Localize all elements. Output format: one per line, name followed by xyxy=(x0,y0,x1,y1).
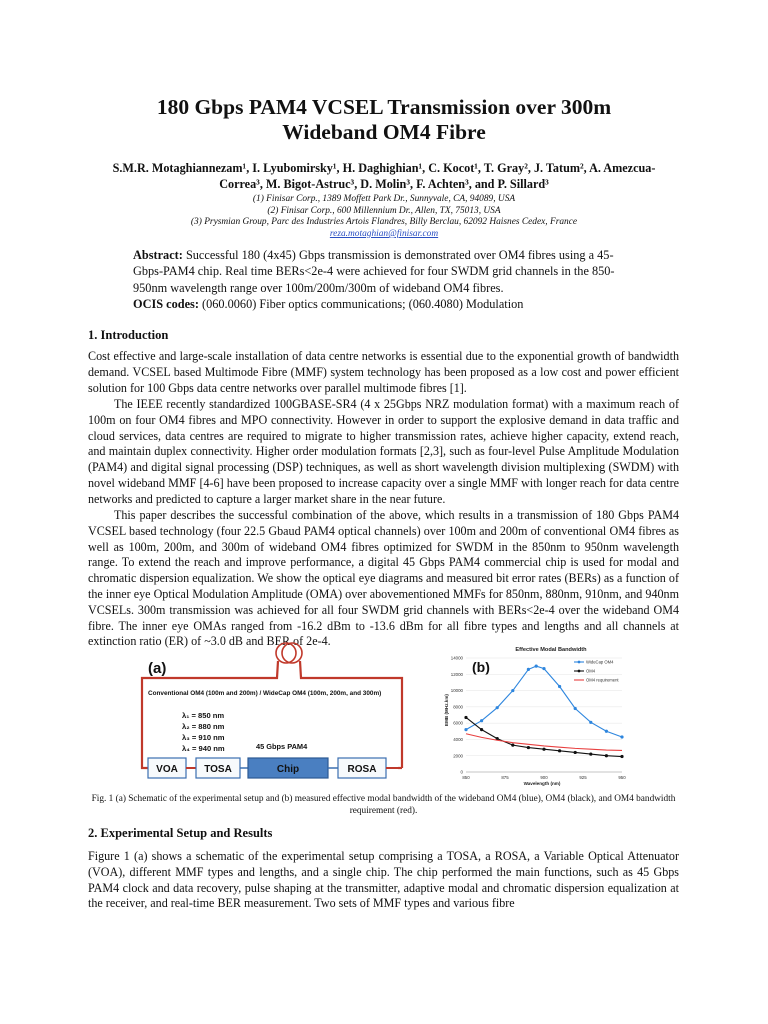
affiliation-2: (2) Finisar Corp., 600 Millennium Dr., Allen, TX, 75013, USA xyxy=(267,206,501,216)
chart-grid xyxy=(451,656,626,780)
abstract-text: Successful 180 (4x45) Gbps transmission is demonstrated over OM4 fibres using a 45-Gbps-PAM4 chip. Real time BERs<2e-4 were achieved for four SWDM grid channels in the 850-950nm wavelength range over 100m/200m/300m of wideband OM4 fibres. xyxy=(133,248,615,295)
fibre-types-label: Conventional OM4 (100m and 200m) / WideCap OM4 (100m, 200m, and 300m) xyxy=(148,690,382,697)
fibre-path-right xyxy=(300,661,402,768)
data-point xyxy=(542,667,545,670)
abstract-block xyxy=(133,247,643,313)
author-list xyxy=(70,160,698,192)
y-tick-label: 8000 xyxy=(453,704,463,710)
chip-rate-label: 45 Gbps PAM4 xyxy=(256,742,308,751)
emb-chart xyxy=(436,644,636,786)
data-point xyxy=(605,730,608,733)
data-point xyxy=(464,716,467,719)
ocis-label: OCIS codes: xyxy=(133,297,199,312)
data-point xyxy=(511,689,514,692)
y-tick-label: 4000 xyxy=(453,737,463,743)
title-line-2: Wideband OM4 Fibre xyxy=(282,120,486,144)
data-point xyxy=(527,668,530,671)
tosa-label: TOSA xyxy=(204,764,232,775)
x-tick-label: 900 xyxy=(540,775,548,780)
wavelength-2: λ₂ = 880 nm xyxy=(182,722,225,731)
data-point xyxy=(480,728,483,731)
data-point xyxy=(589,752,592,755)
email-line xyxy=(0,228,768,240)
data-point xyxy=(558,685,561,688)
section-1-heading: 1. Introduction xyxy=(88,328,169,342)
legend-label: OM4 requirement xyxy=(586,677,619,683)
authors-line-2: Correa³, M. Bigot-Astruc³, D. Molin³, F. Achten³, and P. Sillard³ xyxy=(219,177,549,191)
section-2-heading: 2. Experimental Setup and Results xyxy=(88,826,273,840)
legend-label: OM4 xyxy=(586,668,596,674)
authors-line-1: S.M.R. Motaghiannezam¹, I. Lyubomirsky¹, H. Daghighian¹, C. Kocot¹, T. Gray², J. Tatum², A. Amezcua- xyxy=(112,161,656,175)
panel-b-label: (b) xyxy=(472,659,490,675)
data-point xyxy=(558,749,561,752)
author-email-link[interactable]: reza.motaghian@finisar.com xyxy=(329,229,439,239)
data-point xyxy=(464,728,467,731)
affiliation-1: (1) Finisar Corp., 1389 Moffett Park Dr., Sunnyvale, CA, 94089, USA xyxy=(252,194,516,204)
chart-title: Effective Modal Bandwidth xyxy=(515,647,587,653)
y-tick-label: 0 xyxy=(460,769,463,775)
rosa-label: ROSA xyxy=(347,764,377,775)
y-tick-label: 14000 xyxy=(450,655,463,661)
x-tick-label: 875 xyxy=(501,775,509,780)
data-point xyxy=(574,707,577,710)
abstract-label: Abstract: xyxy=(133,248,183,262)
data-point xyxy=(620,755,623,758)
ocis-text: (060.0060) Fiber optics communications; (060.4080) Modulation xyxy=(202,297,524,312)
x-tick-label: 850 xyxy=(462,775,470,780)
data-point xyxy=(605,754,608,757)
data-point xyxy=(511,744,514,747)
data-point xyxy=(527,746,530,749)
wavelength-3: λ₃ = 910 nm xyxy=(182,733,225,742)
y-tick-label: 10000 xyxy=(450,688,463,694)
intro-paragraph-3-text: This paper describes the successful combination of the above, which results in a transmission of 180 Gbps PAM4 VCSEL based technology (four 22.5 Gbaud PAM4 optical channels) over 100m and 200m of conventional OM4 fibres as well as 100m, 200m, and 300m of wideband OM4 fibres optimized for SWDM in the 850nm to 950nm wavelength range. To extend the reach and improve performance, a digital 45 Gbps PAM4 commercial chip is used for modal and chromatic dispersion equalization. We show the optical eye diagrams and measured bit error rates (BERs) as a function of the inner eye Optical Modulation Amplitude (OMA) over abovementioned MMFs for 850nm, 880nm, 910nm, and 940nm VCSELs. 300m transmission was achieved for all four SWDM grid channels with BERs<2e-4 over the wideband OM4 fibre. The inner eye OMAs ranged from -16.2 dBm to -13.6 dBm for all fibre types and lengths and all channels at extinction ratio (ER) of ~3.0 dB and BER of 2e-4. xyxy=(88,508,679,649)
intro-paragraph-1: Cost effective and large-scale installation of data centre networks is essential due to the exponential growth of bandwidth demand. VCSEL based Multimode Fibre (MMF) system technology has been proposed as a low cost and power efficient solution for 100 Gbps data centre networks over parallel multimode fibres [1]. xyxy=(88,349,679,395)
y-tick-label: 2000 xyxy=(453,753,463,759)
wavelength-1: λ₁ = 850 nm xyxy=(182,711,225,720)
intro-paragraph-2-text: The IEEE recently standardized 100GBASE-SR4 (4 x 25Gbps NRZ modulation format) with a maximum reach of 100m on four OM4 fibres and MPO connectivity. However in order to support the explosive demand in data traffic and cloud services, data centres are required to migrate to higher transmission rates, achieve higher capacity, extend reach, and maintain duplex connectivity. Higher order modulation formats [2,3], such as four-level Pulse Amplitude Modulation (PAM4) and digital signal processing (DSP) techniques, as well as short wavelength division multiplexing (SWDM) with novel wideband MMF [4-6] have been proposed to increase capacity over a single MMF with longer reach for data centre networks and predicted to capture a larger market share in the near future. xyxy=(88,397,679,506)
paper-title xyxy=(0,95,768,145)
x-tick-label: 950 xyxy=(618,775,626,780)
y-tick-label: 12000 xyxy=(450,671,463,677)
data-point xyxy=(620,735,623,738)
intro-paragraph-2 xyxy=(88,397,679,508)
panel-a-label: (a) xyxy=(148,660,167,677)
wavelength-4: λ₄ = 940 nm xyxy=(182,744,225,753)
title-line-1: 180 Gbps PAM4 VCSEL Transmission over 300m xyxy=(156,95,612,119)
data-point xyxy=(535,665,538,668)
data-point xyxy=(589,721,592,724)
y-tick-label: 6000 xyxy=(453,720,463,726)
data-point xyxy=(496,706,499,709)
y-axis-label: EMB (MHz.km) xyxy=(444,694,449,726)
setup-schematic xyxy=(140,640,430,785)
intro-paragraph-3 xyxy=(88,508,679,650)
data-point xyxy=(542,748,545,751)
x-tick-label: 925 xyxy=(579,775,587,780)
data-point xyxy=(480,719,483,722)
affiliation-3: (3) Prysmian Group, Parc des Industries Artois Flandres, Billy Berclau, 62092 Haisnes Cedex, France xyxy=(190,217,578,227)
legend-marker xyxy=(578,661,581,664)
chip-label: Chip xyxy=(276,764,300,775)
legend-label: WideCap OM4 xyxy=(586,659,614,665)
x-axis-label: Wavelength (nm) xyxy=(523,781,561,786)
data-point xyxy=(574,751,577,754)
setup-paragraph-1: Figure 1 (a) shows a schematic of the experimental setup comprising a TOSA, a ROSA, a Variable Optical Attenuator (VOA), different MMF types and lengths, and a single chip. The chip performed the main functions, such as 45 Gbps PAM4 clock and data recovery, pulse shaping at the transmitter, adaptive modal and chromatic dispersion equalization at the receiver, and real-time BER measurement. Two sets of MMF types and various fibre xyxy=(88,849,679,911)
chart-legend xyxy=(574,660,619,683)
figure-1-caption: Fig. 1 (a) Schematic of the experimental setup and (b) measured effective modal bandwidth of the wideband OM4 (blue), OM4 (black), and OM4 bandwidth requirement (red). xyxy=(91,794,676,816)
legend-marker xyxy=(578,670,581,673)
voa-label: VOA xyxy=(156,764,178,775)
